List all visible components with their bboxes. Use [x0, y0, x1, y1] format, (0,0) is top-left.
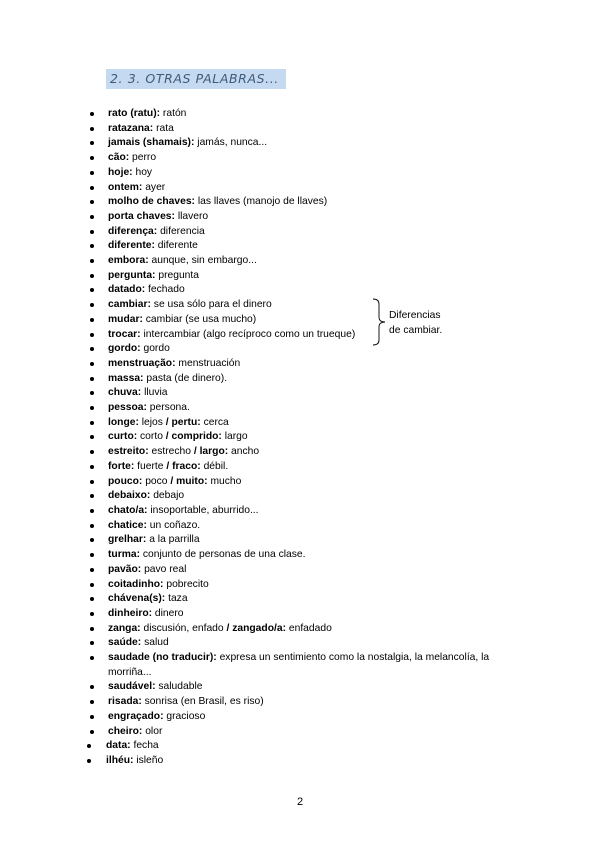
- list-item: [0, 636, 528, 651]
- term: embora:: [108, 255, 149, 267]
- definition: llavero: [174, 210, 209, 222]
- list-item: [0, 695, 528, 710]
- list-item: [0, 254, 528, 269]
- definition: a la parrilla: [146, 534, 200, 546]
- list-item: [0, 460, 528, 475]
- term: massa:: [108, 372, 144, 384]
- term: cheiro:: [108, 725, 143, 737]
- definition: jamás, nunca...: [194, 137, 268, 149]
- list-item: [0, 210, 528, 225]
- term: pergunta:: [108, 269, 156, 281]
- definition: conjunto de personas de una clase.: [140, 549, 306, 561]
- definition: menstruación: [175, 357, 241, 369]
- term: ilhéu:: [106, 754, 134, 766]
- definition: dinero: [152, 607, 184, 619]
- term: engraçado:: [108, 710, 164, 722]
- definition: enfadado: [286, 622, 332, 634]
- list-item: [0, 283, 528, 298]
- list-item: [0, 181, 528, 196]
- term: pessoa:: [108, 402, 147, 414]
- definition: discusión, enfado: [140, 622, 227, 634]
- definition: perro: [129, 152, 157, 164]
- term: / pertu:: [165, 416, 201, 428]
- definition: insoportable, aburrido...: [147, 504, 259, 516]
- definition: salud: [141, 637, 169, 649]
- list-item: [0, 298, 528, 313]
- brace-note: [389, 309, 442, 338]
- definition: debajo: [150, 490, 185, 502]
- list-item: [0, 578, 528, 593]
- term: hoje:: [108, 166, 133, 178]
- list-item: [0, 445, 528, 460]
- term: coitadinho:: [108, 578, 164, 590]
- list-item: [0, 504, 528, 519]
- term: zanga:: [108, 622, 141, 634]
- brace-note-line-1: Diferencias: [389, 310, 441, 321]
- definition: sonrisa (en Brasil, es riso): [141, 696, 264, 708]
- term: datado:: [108, 284, 146, 296]
- list-item: [0, 548, 528, 563]
- definition: poco: [142, 475, 171, 487]
- list-item: [0, 313, 528, 328]
- list-item: [0, 739, 526, 754]
- list-item: [0, 107, 528, 122]
- definition: persona.: [146, 402, 190, 414]
- section-heading: 2. 3. OTRAS PALABRAS...: [106, 69, 286, 89]
- list-item: [0, 754, 526, 769]
- definition: pregunta: [155, 269, 199, 281]
- definition: ayer: [142, 181, 166, 193]
- list-item: [0, 475, 528, 490]
- term: / zangado/a:: [226, 622, 286, 634]
- term: trocar:: [108, 328, 141, 340]
- term: forte:: [108, 460, 135, 472]
- term: porta chaves:: [108, 210, 175, 222]
- list-item: [0, 430, 528, 445]
- term: chato/a:: [108, 504, 148, 516]
- term: saudável:: [108, 681, 156, 693]
- definition: gracioso: [163, 710, 206, 722]
- definition: aunque, sin embargo...: [148, 255, 257, 267]
- list-item: [0, 622, 528, 637]
- term: saúde:: [108, 637, 142, 649]
- term: / comprido:: [165, 431, 222, 443]
- term: chuva:: [108, 387, 142, 399]
- term: diferente:: [108, 240, 155, 252]
- term: estreito:: [108, 446, 149, 458]
- definition: largo: [221, 431, 248, 443]
- term: jamais (shamais):: [108, 137, 195, 149]
- definition: mucho: [207, 475, 242, 487]
- term: risada:: [108, 696, 142, 708]
- list-item: [0, 151, 528, 166]
- list-item: [0, 416, 528, 431]
- definition: un coñazo.: [146, 519, 201, 531]
- definition: cerca: [200, 416, 229, 428]
- term: chávena(s):: [108, 593, 166, 605]
- definition: lejos: [138, 416, 166, 428]
- list-item: [0, 239, 528, 254]
- definition: pobrecito: [163, 578, 209, 590]
- list-item: [0, 328, 528, 343]
- term: mudar:: [108, 313, 143, 325]
- list-item: [0, 680, 528, 695]
- definition: expresa un sentimiento como la nostalgia, la melancolía, la morriña...: [108, 652, 490, 678]
- list-item: [0, 563, 528, 578]
- brace-note-line-2: de cambiar.: [389, 324, 443, 336]
- term: curto:: [108, 431, 138, 443]
- right-brace-icon: [372, 298, 386, 346]
- list-item: [0, 342, 528, 357]
- term: / muito:: [170, 475, 208, 487]
- term: chatice:: [108, 519, 147, 531]
- list-item: [0, 386, 528, 401]
- term: diferença:: [108, 225, 158, 237]
- term: longe:: [108, 416, 139, 428]
- definition: fuerte: [134, 460, 167, 472]
- definition: saludable: [155, 681, 203, 693]
- definition: diferencia: [157, 225, 205, 237]
- list-item: [0, 401, 528, 416]
- definition: isleño: [133, 754, 164, 766]
- definition: fecha: [130, 740, 159, 752]
- list-item: [0, 166, 528, 181]
- list-item: [0, 489, 528, 504]
- term: molho de chaves:: [108, 196, 195, 208]
- definition: fechado: [145, 284, 185, 296]
- definition: ratón: [160, 108, 187, 119]
- term: data:: [106, 740, 131, 752]
- list-item: [0, 533, 528, 548]
- term: rato (ratu):: [108, 108, 161, 119]
- term: saudade (no traducir):: [108, 652, 217, 664]
- term: menstruação:: [108, 357, 176, 369]
- definition: se usa sólo para el dinero: [150, 299, 272, 311]
- list-item: [0, 592, 528, 607]
- term: cambiar:: [108, 299, 151, 311]
- list-item: [0, 225, 528, 240]
- list-item: [0, 651, 528, 680]
- term: dinheiro:: [108, 607, 153, 619]
- list-item: [0, 725, 528, 740]
- list-item: [0, 372, 528, 387]
- vocabulary-list: [0, 107, 600, 769]
- definition: diferente: [154, 240, 198, 252]
- definition: taza: [165, 593, 188, 605]
- list-item: [0, 710, 528, 725]
- term: ontem:: [108, 181, 143, 193]
- list-item: [0, 269, 528, 284]
- definition: lluvia: [141, 387, 168, 399]
- definition: olor: [142, 725, 163, 737]
- page-number: 2: [296, 796, 304, 808]
- definition: corto: [137, 431, 166, 443]
- list-item: [0, 136, 528, 151]
- definition: gordo: [140, 343, 170, 355]
- list-item: [0, 195, 528, 210]
- term: turma:: [108, 549, 141, 561]
- term: grelhar:: [108, 534, 147, 546]
- definition: ancho: [228, 446, 260, 458]
- term: pouco:: [108, 475, 143, 487]
- list-item: [0, 519, 528, 534]
- term: / fraco:: [166, 460, 201, 472]
- definition: cambiar (se usa mucho): [142, 313, 257, 325]
- term: debaixo:: [108, 490, 151, 502]
- definition: hoy: [132, 166, 153, 178]
- term: pavão:: [108, 563, 142, 575]
- definition: pasta (de dinero).: [143, 372, 228, 384]
- list-item: [0, 357, 528, 372]
- list-item: [0, 607, 528, 622]
- term: ratazana:: [108, 122, 154, 134]
- definition: estrecho: [148, 446, 194, 458]
- list-item: [0, 122, 528, 137]
- definition: rata: [153, 122, 174, 134]
- definition: pavo real: [141, 563, 187, 575]
- definition: débil.: [200, 460, 229, 472]
- definition: intercambiar (algo recíproco como un trueque): [140, 328, 356, 340]
- term: cão:: [108, 152, 130, 164]
- definition: las llaves (manojo de llaves): [194, 196, 328, 208]
- term: gordo:: [108, 343, 141, 355]
- term: / largo:: [193, 446, 229, 458]
